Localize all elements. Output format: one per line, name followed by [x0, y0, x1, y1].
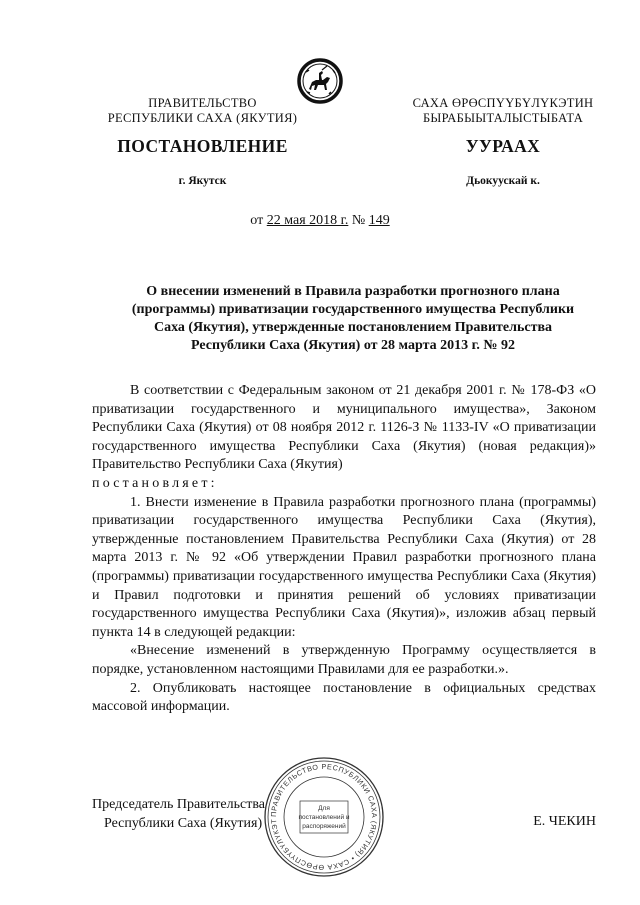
item-2-paragraph: 2. Опубликовать настоящее постановление в официальных средствах массовой информации. [92, 680, 596, 715]
signatory-position [92, 796, 265, 833]
seal-center-line-1: Для [318, 805, 330, 812]
date-prefix: от [250, 213, 264, 228]
subject-line-4: Республики Саха (Якутия) от 28 марта 2013 г. № 92 [191, 338, 515, 353]
issuer-line-2-sakha: БЫРАБЫЫТАЛЫСТЫБАТА [422, 111, 584, 125]
document-number: 149 [368, 213, 390, 228]
document-date: 22 мая 2018 г. [266, 213, 349, 228]
subject-line-2: (программы) приватизации государственного имущества Республики [131, 302, 575, 317]
document-subject [100, 283, 606, 355]
seal-center-line-3: распоряжений [302, 823, 346, 830]
seal-center-line-2: постановлений и [298, 814, 350, 821]
document-dateline [0, 213, 640, 229]
signatory-name: Е. ЧЕКИН [533, 814, 596, 829]
preamble-paragraph: В соответствии с Федеральным законом от 21 декабря 2001 г. № 178-ФЗ «О приватизации государственного и муниципального имущества», Законом Республики Саха (Якутия) от 08 ноября 2012 г. 1126-З № 1133-IV «О приватизации государственного имущества Республики Саха (Якутия) (новая редакция)» Правительство Республики Саха (Якутия) [92, 383, 596, 473]
seal-ring-text: ПРАВИТЕЛЬСТВО РЕСПУБЛИКИ САХА (ЯКУТИЯ) • САХА ӨРӨСПҮҮБҮЛҮКЭТ [268, 761, 380, 873]
issuer-line-1: ПРАВИТЕЛЬСТВО [148, 96, 257, 110]
city-sakha: Дьокуускай к. [466, 175, 540, 187]
number-label: № [351, 213, 366, 228]
signatory-position-line-2: Республики Саха (Якутия) [104, 815, 263, 831]
subject-line-3: Саха (Якутия), утвержденные постановлением Правительства [153, 320, 553, 335]
signatory-position-line-1: Председатель Правительства [92, 797, 265, 812]
item-1-paragraph: 1. Внести изменение в Правила разработки прогнозного плана (программы) приватизации государственного имущества Республики Саха (Якутия), утвержденные постановлением Правительства Республики Саха (Якутия) от 28 марта 2013 г. № 92 «Об утверждении Правил разработки прогнозного плана (программы) приватизации государственного имущества Республики Саха (Якутия) и Правил подготовки и принятия решений об условиях приватизации государственного имущества Республики Саха (Якутия)», изложив абзац первый пункта 14 в следующей редакции: [92, 494, 596, 640]
document-type-sakha: УУРААХ [465, 136, 541, 156]
decree-word: постановляет: [92, 475, 218, 491]
issuer-header-sakha [388, 96, 618, 126]
document-body [92, 382, 596, 717]
issuer-header-ru [100, 96, 305, 126]
issuer-line-2: РЕСПУБЛИКИ САХА (ЯКУТИЯ) [107, 111, 298, 125]
document-type-ru: ПОСТАНОВЛЕНИЕ [117, 136, 288, 156]
quoted-text-paragraph: «Внесение изменений в утвержденную Программу осуществляется в порядке, установленном настоящими Правилами для ее разработки.». [92, 643, 596, 677]
issuer-line-1-sakha: САХА ӨРӨСПҮҮБҮЛҮКЭТИН [412, 96, 594, 110]
official-seal-stamp [262, 755, 386, 879]
city-ru: г. Якутск [178, 175, 227, 187]
subject-line-1: О внесении изменений в Правила разработки прогнозного плана [146, 284, 560, 299]
